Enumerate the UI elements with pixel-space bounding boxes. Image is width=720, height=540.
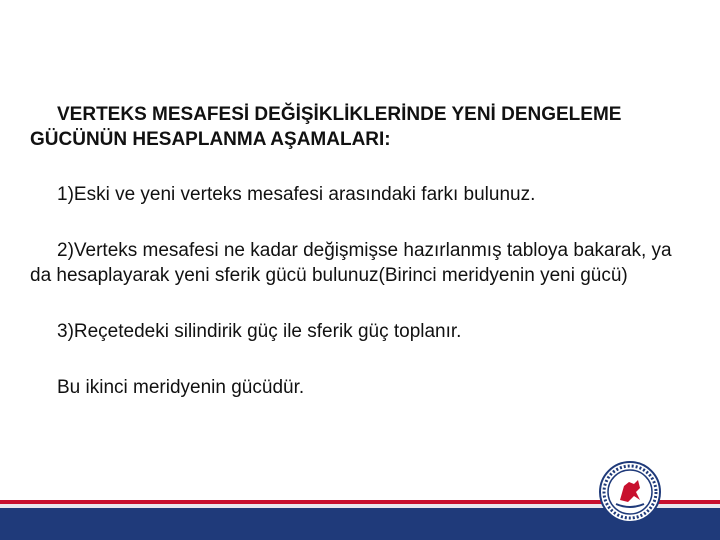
step-2-text: 2)Verteks mesafesi ne kadar değişmişse hazırlanmış tabloya bakarak, ya da hesaplayarak yeni sferik gücü bulunuz(Birinci meridyenin yeni gücü)	[30, 240, 672, 286]
conclusion-text: Bu ikinci meridyenin gücüdür.	[57, 377, 305, 398]
step-1-text: 1)Eski ve yeni verteks mesafesi arasındaki farkı bulunuz.	[57, 184, 536, 205]
step-3-text: 3)Reçetedeki silindirik güç ile sferik güç toplanır.	[57, 321, 462, 342]
slide-title: VERTEKS MESAFESİ DEĞİŞİKLİKLERİNDE YENİ DENGELEME GÜCÜNÜN HESAPLANMA AŞAMALARI:	[30, 104, 622, 150]
slide-text-block	[30, 102, 690, 400]
university-emblem-logo	[598, 460, 662, 524]
